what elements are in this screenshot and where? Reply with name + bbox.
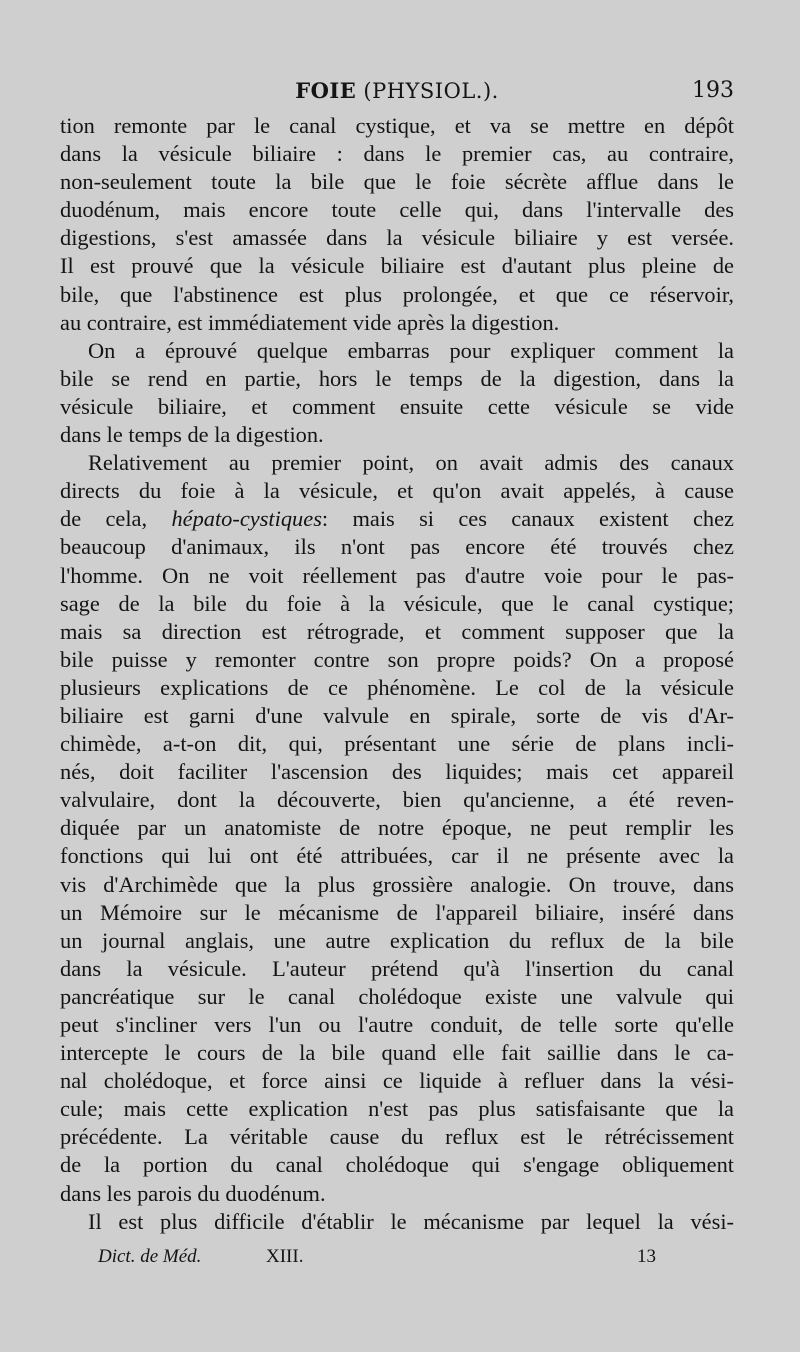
paragraph <box>60 1208 734 1236</box>
text-line: peut s'incliner vers l'un ou l'autre conduit, de telle sorte qu'elle <box>60 1012 734 1037</box>
body-text <box>60 112 734 1236</box>
text-line: biliaire est garni d'une valvule en spirale, sorte de vis d'Ar- <box>60 702 734 728</box>
text-line: nal cholédoque, et force ainsi ce liquide à refluer dans la vési- <box>60 1068 734 1094</box>
text-line: intercepte le cours de la bile quand elle fait saillie dans le ca- <box>60 1040 734 1066</box>
text-line: cule; mais cette explication n'est pas plus satisfaisante que la <box>60 1096 734 1122</box>
running-header <box>60 78 734 110</box>
text-line: l'homme. On ne voit réellement pas d'autre voie pour le pas- <box>60 562 734 588</box>
footer-volume: XIII. <box>266 1246 304 1267</box>
text-line: au contraire, est immédiatement vide après la digestion. <box>60 309 560 335</box>
paragraph <box>60 337 734 449</box>
text-line: dans les parois du duodénum. <box>60 1180 326 1206</box>
text-line: dans la vésicule biliaire : dans le premier cas, au contraire, <box>60 141 734 167</box>
text-line: mais sa direction est rétrograde, et comment supposer que la <box>60 618 734 644</box>
text-line: précédente. La véritable cause du reflux est le rétrécissement <box>60 1124 734 1150</box>
text-line: dans le temps de la digestion. <box>60 422 324 448</box>
text-line: de cela, hépato-cystiques: mais si ces canaux existent chez <box>60 506 734 532</box>
text-line: pancréatique sur le canal cholédoque existe une valvule qui <box>60 983 734 1009</box>
text-line: plusieurs explications de ce phénomène. Le col de la vésicule <box>60 674 734 700</box>
text-line: Il est prouvé que la vésicule biliaire est d'autant plus pleine de <box>60 253 734 279</box>
text-line: bile, que l'abstinence est plus prolongée, et que ce réservoir, <box>60 281 734 307</box>
text-line: non-seulement toute la bile que le foie sécrète afflue dans le <box>60 169 734 195</box>
paragraph <box>60 112 734 337</box>
page-footer <box>60 1246 734 1276</box>
text-line: nés, doit faciliter l'ascension des liquides; mais cet appareil <box>60 759 734 785</box>
text-line: dans la vésicule. L'auteur prétend qu'à l'insertion du canal <box>60 955 734 981</box>
text-line: directs du foie à la vésicule, et qu'on avait appelés, à cause <box>60 478 734 504</box>
text-line: bile puisse y remonter contre son propre poids? On a proposé <box>60 646 734 672</box>
running-title <box>60 78 734 103</box>
text-line: un Mémoire sur le mécanisme de l'appareil biliaire, inséré dans <box>60 899 734 925</box>
text-line: chimède, a-t-on dit, qui, présentant une série de plans incli- <box>60 731 734 757</box>
text-line: de la portion du canal cholédoque qui s'engage obliquement <box>60 1152 734 1178</box>
text-line: On a éprouvé quelque embarras pour expliquer comment la <box>88 337 734 363</box>
text-line: duodénum, mais encore toute celle qui, dans l'intervalle des <box>60 197 734 223</box>
text-line: diquée par un anatomiste de notre époque, ne peut remplir les <box>60 815 734 841</box>
paragraph <box>60 449 734 1208</box>
text-line: valvulaire, dont la découverte, bien qu'ancienne, a été reven- <box>60 787 734 813</box>
text-line: beaucoup d'animaux, ils n'ont pas encore été trouvés chez <box>60 534 734 560</box>
text-line: bile se rend en partie, hors le temps de la digestion, dans la <box>60 365 734 391</box>
footer-signature: Dict. de Méd. <box>98 1246 202 1267</box>
text-line: vésicule biliaire, et comment ensuite cette vésicule se vide <box>60 393 734 419</box>
footer-sheet-number: 13 <box>637 1246 656 1267</box>
text-line: vis d'Archimède que la plus grossière analogie. On trouve, dans <box>60 871 734 897</box>
italic-term: hépato-cystiques <box>171 506 322 532</box>
text-line: un journal anglais, une autre explication du reflux de la bile <box>60 927 734 953</box>
page-number: 193 <box>692 78 734 103</box>
text-line: Il est plus difficile d'établir le mécanisme par lequel la vési- <box>88 1208 734 1234</box>
text-line: tion remonte par le canal cystique, et va se mettre en dépôt <box>60 113 734 138</box>
text-line: digestions, s'est amassée dans la vésicule biliaire y est versée. <box>60 225 734 251</box>
text-line: sage de la bile du foie à la vésicule, que le canal cystique; <box>60 590 734 616</box>
text-line: fonctions qui lui ont été attribuées, car il ne présente avec la <box>60 843 734 869</box>
running-title-main: FOIE <box>295 78 357 103</box>
running-title-paren: (PHYSIOL.). <box>363 79 499 103</box>
text-line: Relativement au premier point, on avait admis des canaux <box>88 450 734 476</box>
